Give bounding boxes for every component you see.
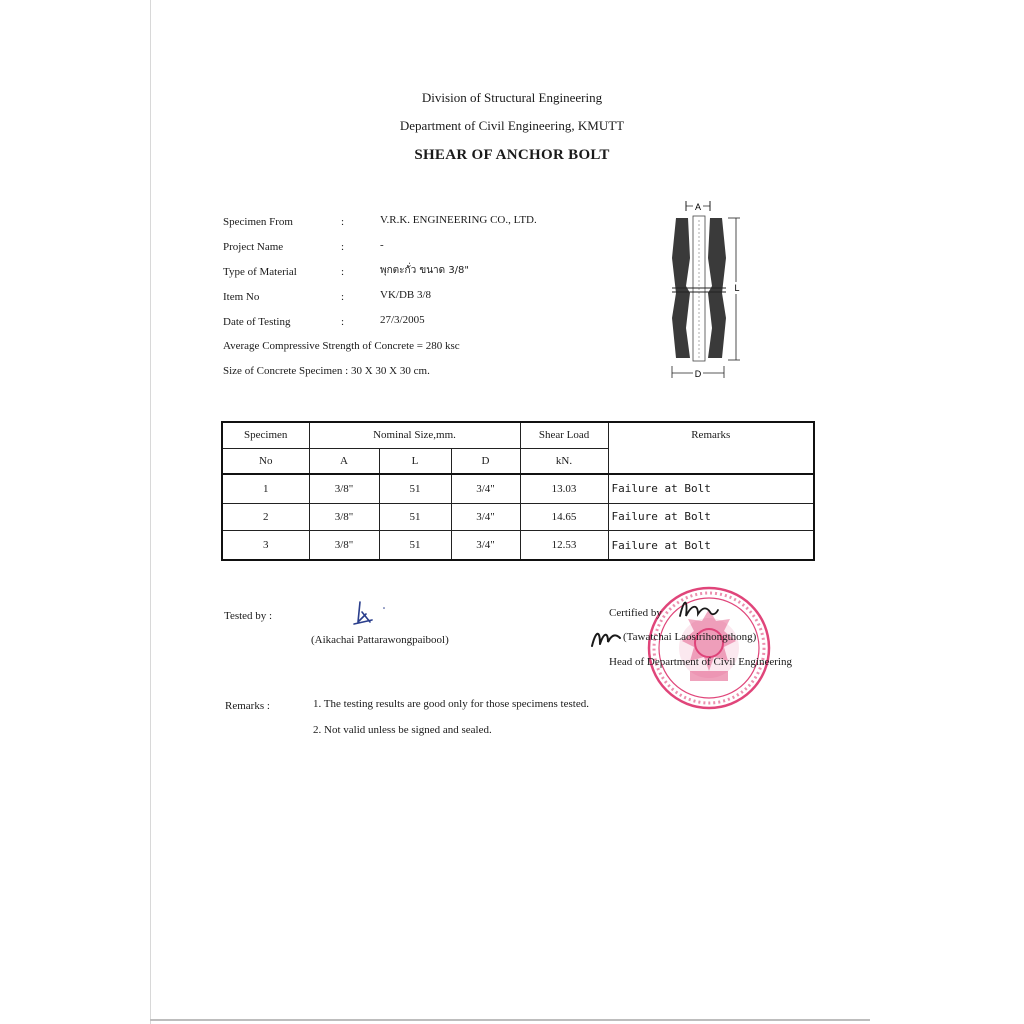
info-colon: : xyxy=(341,316,345,328)
initials-signature xyxy=(590,626,624,650)
remark-item: 1. The testing results are good only for those specimens tested. xyxy=(313,698,589,710)
item-no-value: VK/DB 3/8 xyxy=(380,289,432,301)
header-shear-load: Shear Load xyxy=(520,422,608,448)
project-name-value: - xyxy=(380,239,384,251)
cell-l: 51 xyxy=(379,531,451,560)
table-row xyxy=(222,531,814,560)
remark-item: 2. Not valid unless be signed and sealed. xyxy=(313,724,492,736)
document-title: SHEAR OF ANCHOR BOLT xyxy=(414,147,610,163)
cell-no: 1 xyxy=(222,474,309,503)
cell-a: 3/8" xyxy=(309,531,379,560)
cell-d: 3/4" xyxy=(451,503,520,531)
certifier-name: (Tawatchai Laosirihongthong) xyxy=(623,631,757,643)
header-specimen: Specimen xyxy=(222,422,309,448)
cell-a: 3/8" xyxy=(309,474,379,503)
table-row xyxy=(222,503,814,531)
date-of-testing-label: Date of Testing xyxy=(223,316,291,328)
page-edge-bottom xyxy=(150,1019,870,1021)
cell-no: 2 xyxy=(222,503,309,531)
table-row xyxy=(222,474,814,503)
cell-no: 3 xyxy=(222,531,309,560)
type-of-material-value: พุกตะกั่ว ขนาด 3/8" xyxy=(380,265,470,276)
anchor-bolt-diagram xyxy=(668,198,748,383)
department-heading: Department of Civil Engineering, KMUTT xyxy=(399,118,625,133)
dimension-d-label: D xyxy=(694,369,702,379)
cell-remark: Failure at Bolt xyxy=(608,531,814,560)
cell-l: 51 xyxy=(379,503,451,531)
info-colon: : xyxy=(341,241,345,253)
date-of-testing-value: 27/3/2005 xyxy=(380,314,425,326)
info-colon: : xyxy=(341,291,345,303)
cell-load: 13.03 xyxy=(520,474,608,503)
cell-a: 3/8" xyxy=(309,503,379,531)
dimension-a-label: A xyxy=(694,202,702,212)
certifier-signature xyxy=(676,594,722,624)
tester-name: (Aikachai Pattarawongpaibool) xyxy=(311,634,449,646)
cell-remark: Failure at Bolt xyxy=(608,474,814,503)
type-of-material-label: Type of Material xyxy=(223,266,297,278)
results-table xyxy=(221,421,815,561)
cell-d: 3/4" xyxy=(451,531,520,560)
dimension-l-label: L xyxy=(734,283,740,293)
cell-remark: Failure at Bolt xyxy=(608,503,814,531)
header-d: D xyxy=(451,448,520,474)
header-kn: kN. xyxy=(520,448,608,474)
project-name-label: Project Name xyxy=(223,241,284,253)
division-heading: Division of Structural Engineering xyxy=(421,90,603,105)
certifier-title: Head of Department of Civil Engineering xyxy=(609,656,792,668)
specimen-from-value: V.R.K. ENGINEERING CO., LTD. xyxy=(380,214,537,226)
header-remarks: Remarks xyxy=(608,422,814,474)
header-nominal-size: Nominal Size,mm. xyxy=(309,422,520,448)
certified-by-label: Certified by xyxy=(609,607,662,619)
concrete-strength: Average Compressive Strength of Concrete = 280 ksc xyxy=(223,340,460,352)
info-colon: : xyxy=(341,216,345,228)
cell-load: 14.65 xyxy=(520,503,608,531)
header-l: L xyxy=(379,448,451,474)
cell-l: 51 xyxy=(379,474,451,503)
concrete-size: Size of Concrete Specimen : 30 X 30 X 30 cm. xyxy=(223,365,430,377)
header-no: No xyxy=(222,448,309,474)
cell-d: 3/4" xyxy=(451,474,520,503)
tester-signature xyxy=(350,598,390,630)
header-a: A xyxy=(309,448,379,474)
item-no-label: Item No xyxy=(223,291,260,303)
tested-by-label: Tested by : xyxy=(224,610,273,622)
specimen-from-label: Specimen From xyxy=(223,216,293,228)
cell-load: 12.53 xyxy=(520,531,608,560)
info-colon: : xyxy=(341,266,345,278)
remarks-label: Remarks : xyxy=(225,700,270,712)
